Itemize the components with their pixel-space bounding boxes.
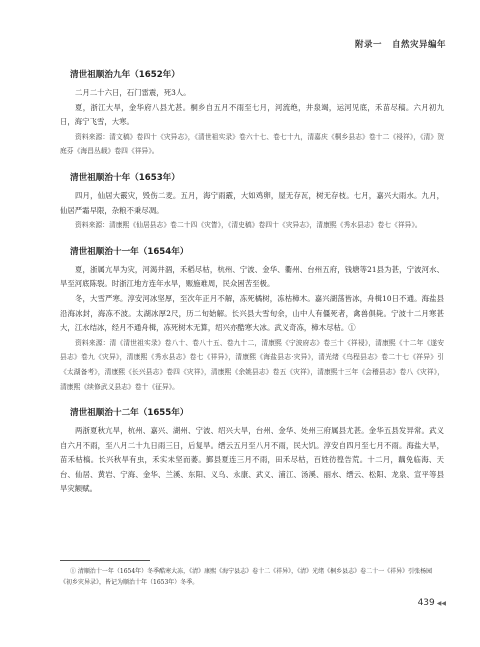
paragraph: 二月二十六日，石门雷震，死3人。 — [75, 88, 191, 97]
section-title: 清世祖顺治十二年（1655年） — [70, 408, 189, 419]
section-title: 清世祖顺治十年（1653年） — [70, 172, 180, 183]
source-note: 资料来源：清康熙《仙居县志》卷二十四《灾眚》，《清史稿》卷四十《灾异志》，清康熙《秀水县志》卷七《祥异》。 — [75, 221, 422, 230]
paragraph: 夏，浙属亢旱为灾，河渴井涸，禾稻尽枯，杭州、宁波、金华、衢州、台州五府，钱塘等21县为甚，宁波河水、旱至河底陈裂。时浙江地方连年水旱，赈施难周，民众困苦至极。 — [60, 264, 444, 289]
header-title: 自然灾异编年 — [391, 40, 446, 50]
section-title: 清世祖顺治九年（1652年） — [70, 70, 180, 80]
paragraph: 冬，大雪严寒。淳安河冰坚厚，至次年正月不解，冻死橘树，冻枯樟木。嘉兴湖荡皆冰，舟楫10日不通。海盐县沿海冰封，海冻不波。太湖冰厚2尺，历二旬始解。长兴县大雪旬余，山中人有僵死者，禽兽俱毙。宁波十二月寒甚大，江水结冰，经月不通舟楫，冻死树木无算，绍兴亦酷寒大冰。武义奇冻，樟木尽枯。① — [60, 293, 444, 333]
section-3 — [60, 245, 444, 394]
page-mark: ◀◀ — [436, 600, 446, 607]
paragraph: 四月，仙居大霰灾，毁伤二麦。五月，海宁雨霰，大如鸡卵，屋无存瓦，树无存枝。七月，嘉兴大雨水。九月，仙居严霜早限，杂粮不秉尽凋。 — [60, 190, 444, 215]
paragraph: 夏，浙江大旱，金华府八县尤甚。桐乡自五月不雨至七月，河流绝，井泉竭，运河见底，禾苗尽稿。六月初九日，海宁飞雪，大寒。 — [60, 102, 444, 127]
section-title: 清世祖顺治十一年（1654年） — [70, 246, 189, 257]
footnote: ① 清顺治十一年（1654年）冬季酷寒大冻，《清》康熙《海宁县志》卷十二《祥异》，《清》光绪《桐乡县志》卷二十一《祥异》引张杨园《初乡灾异录》，皆记为顺治十年（1653年）冬季。 — [60, 568, 433, 586]
page-number — [418, 598, 446, 608]
running-header — [355, 38, 446, 50]
section-1 — [60, 68, 444, 159]
source-note: 资料来源：清《清世祖实录》卷八十、卷八十五、卷九十二，清康熙《宁波府志》卷三十《祥祲》，清康熙《十二年《遂安县志》卷九《灾异》，清康熙《秀水县志》卷七《祥异》，清康熙《海盐县志·灾异》，清光绪《乌程县志》卷二十七《祥异》引《太湖备考》，清康熙《长兴县志》卷四《灾祥》，清康熙《余姚县志》卷五《灾祥》，清康熙十三年《会稽县志》卷八《灾祥》，清康熙《续修武义县志》卷十《征异》。 — [60, 338, 444, 391]
header-appendix: 附录一 — [354, 40, 382, 50]
page-number-value: 439 — [417, 598, 435, 608]
footnote-rule — [60, 560, 150, 561]
section-2 — [60, 171, 444, 233]
source-note: 资料来源：清文稿》卷四十《灾异志》，《清世祖实录》卷六十七、卷七十九，清嘉庆《桐乡县志》卷十二《祲祥》，《清》贺庭芬《海昌丛载》卷四《祥异》。 — [60, 132, 444, 156]
page-content — [60, 62, 444, 497]
section-4 — [60, 406, 444, 497]
paragraph: 两浙夏秋亢旱，杭州、嘉兴、湖州、宁波、绍兴大旱，台州、金华、处州三府属县尤甚。金华五县发异常。武义自六月不雨，至八月二十九日雨三日，后复旱。缙云五月至八月不雨，民大饥。淳安自四月至七月不雨。海盐大旱，苗禾枯槁。长兴秋旱有虫，禾实未坚而萎。鄞县夏连三月不雨，田禾尽枯，百姓彷徨告荒。十二月，藕免临海、天台、仙居、黄岩、宁海、金华、兰溪、东阳、义乌、永康、武义、浦江、汤溪、丽水、缙云、松阳、龙泉、宣平等县旱灾额赋。 — [60, 426, 444, 494]
